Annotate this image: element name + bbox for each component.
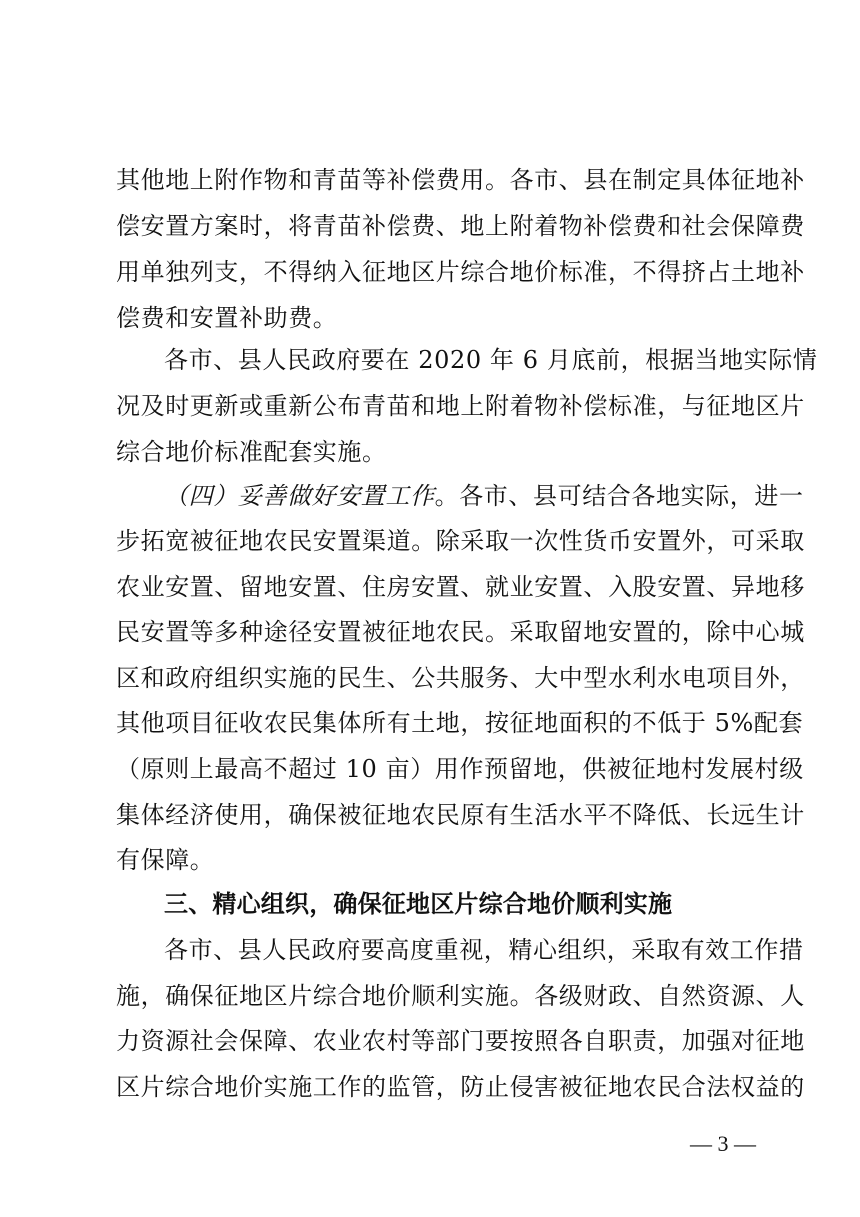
paragraph-3-line-7: （原则上最高不超过 10 亩）用作预留地，供被征地村发展村级 [116, 755, 804, 783]
paragraph-2-line-3: 综合地价标准配套实施。 [116, 438, 387, 466]
paragraph-5-line-4: 区片综合地价实施工作的监管，防止侵害被征地农民合法权益的 [116, 1073, 805, 1101]
paragraph-1-line-2: 偿安置方案时，将青苗补偿费、地上附着物补偿费和社会保障费 [116, 212, 805, 240]
paragraph-3-line-1-text: 。各市、县可结合各地实际，进一 [434, 482, 804, 510]
paragraph-2-line-1: 各市、县人民政府要在 2020 年 6 月底前，根据当地实际情 [164, 346, 818, 374]
page-number: — 3 — [690, 1131, 756, 1156]
paragraph-3-line-6: 其他项目征收农民集体所有土地，按征地面积的不低于 5%配套 [116, 709, 804, 737]
paragraph-5-line-2: 施，确保征地区片综合地价顺利实施。各级财政、自然资源、人 [116, 982, 805, 1010]
paragraph-3-line-4: 民安置等多种途径安置被征地农民。采取留地安置的，除中心城 [116, 618, 805, 646]
section-4-heading: （四）妥善做好安置工作 [164, 482, 435, 510]
paragraph-2-line-2: 况及时更新或重新公布青苗和地上附着物补偿标准，与征地区片 [116, 392, 805, 420]
paragraph-3-line-1 [164, 476, 804, 516]
paragraph-5-line-3: 力资源社会保障、农业农村等部门要按照各自职责，加强对征地 [116, 1027, 805, 1055]
paragraph-1-line-4: 偿费和安置补助费。 [116, 304, 338, 332]
paragraph-3-line-2: 步拓宽被征地农民安置渠道。除采取一次性货币安置外，可采取 [116, 527, 805, 555]
paragraph-3-line-8: 集体经济使用，确保被征地农民原有生活水平不降低、长远生计 [116, 801, 805, 829]
paragraph-3-line-9: 有保障。 [116, 846, 215, 874]
paragraph-5-line-1: 各市、县人民政府要高度重视，精心组织，采取有效工作措 [164, 936, 804, 964]
paragraph-1-line-1: 其他地上附作物和青苗等补偿费用。各市、县在制定具体征地补 [116, 166, 805, 194]
paragraph-1-line-3: 用单独列支，不得纳入征地区片综合地价标准，不得挤占土地补 [116, 258, 805, 286]
paragraph-3-line-5: 区和政府组织实施的民生、公共服务、大中型水利水电项目外， [116, 664, 805, 692]
section-3-heading: 三、精心组织，确保征地区片综合地价顺利实施 [164, 890, 673, 918]
paragraph-3-line-3: 农业安置、留地安置、住房安置、就业安置、入股安置、异地移 [116, 573, 805, 601]
